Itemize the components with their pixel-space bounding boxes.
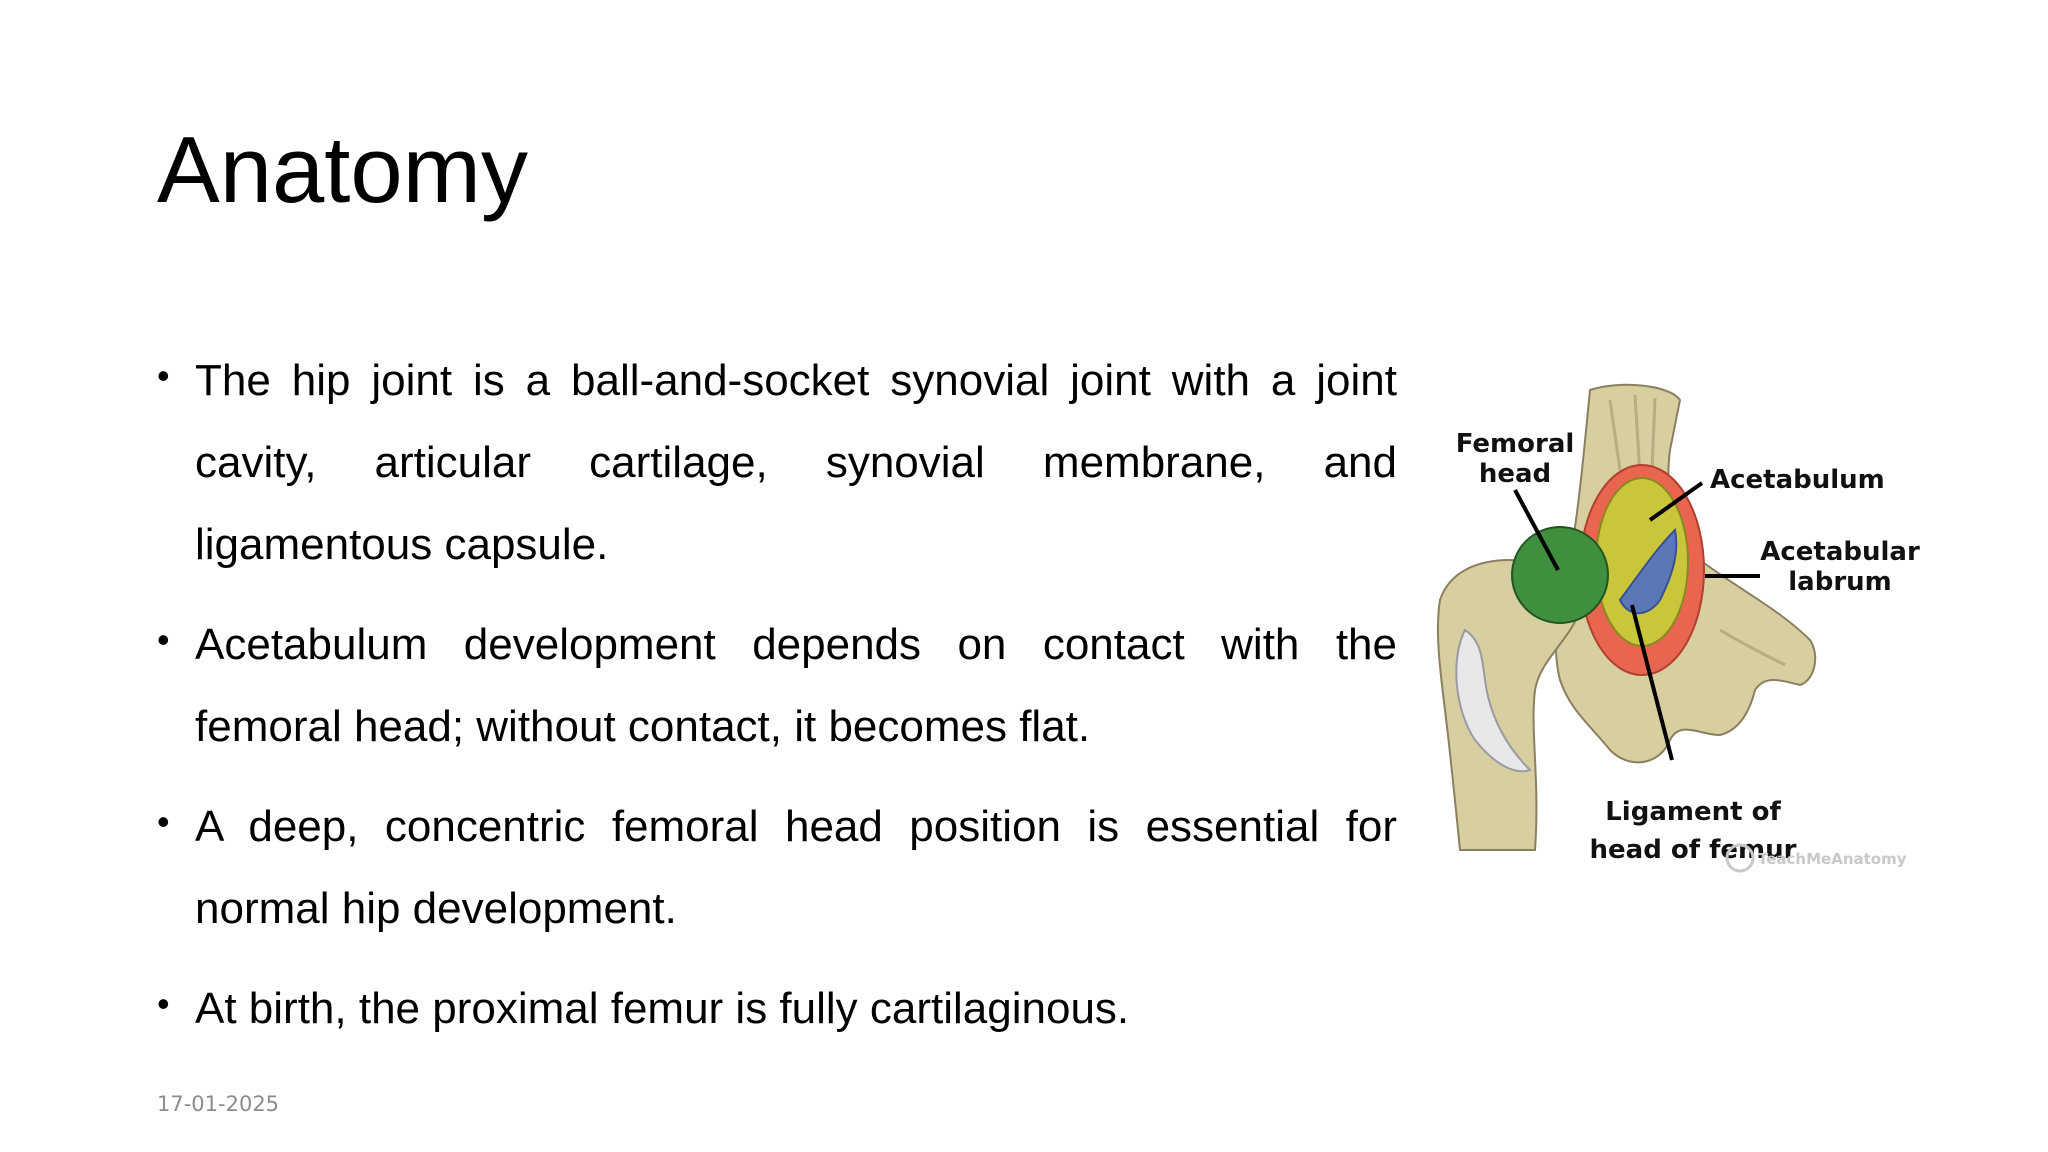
bullet-text: A deep, concentric femoral head position is essential for normal hip development. [195,802,1397,933]
label-femoral-head: Femoral [1455,429,1575,459]
bullet-icon: • [157,983,170,1024]
watermark: TeachMeAnatomy [1758,850,1907,868]
label-acetabulum: Acetabulum [1710,465,1885,495]
label-acetabular-labrum: Acetabular [1760,537,1920,567]
bullet-icon: • [157,801,170,842]
slide-title: Anatomy [157,117,528,222]
bullet-item [157,786,1397,950]
label-ligament: head of femur [1589,835,1797,865]
label-ligament: Ligament of [1605,797,1781,827]
label-femoral-head: head [1478,459,1552,489]
hip-joint-diagram [1420,380,1940,880]
bullet-item [157,340,1397,586]
bullet-list [157,340,1397,1068]
bullet-text: At birth, the proximal femur is fully cartilaginous. [195,984,1130,1033]
slide-date: 17-01-2025 [157,1092,280,1116]
bullet-icon: • [157,355,170,396]
bullet-icon: • [157,619,170,660]
bullet-text: Acetabulum development depends on contact with the femoral head; without contact, it becomes flat. [195,620,1397,751]
label-acetabular-labrum: labrum [1788,567,1892,597]
bullet-item [157,968,1397,1050]
bullet-item [157,604,1397,768]
femoral-head [1512,527,1608,623]
bullet-text: The hip joint is a ball-and-socket synovial joint with a joint cavity, articular cartilage, synovial membrane, and ligamentous capsule. [195,356,1397,569]
